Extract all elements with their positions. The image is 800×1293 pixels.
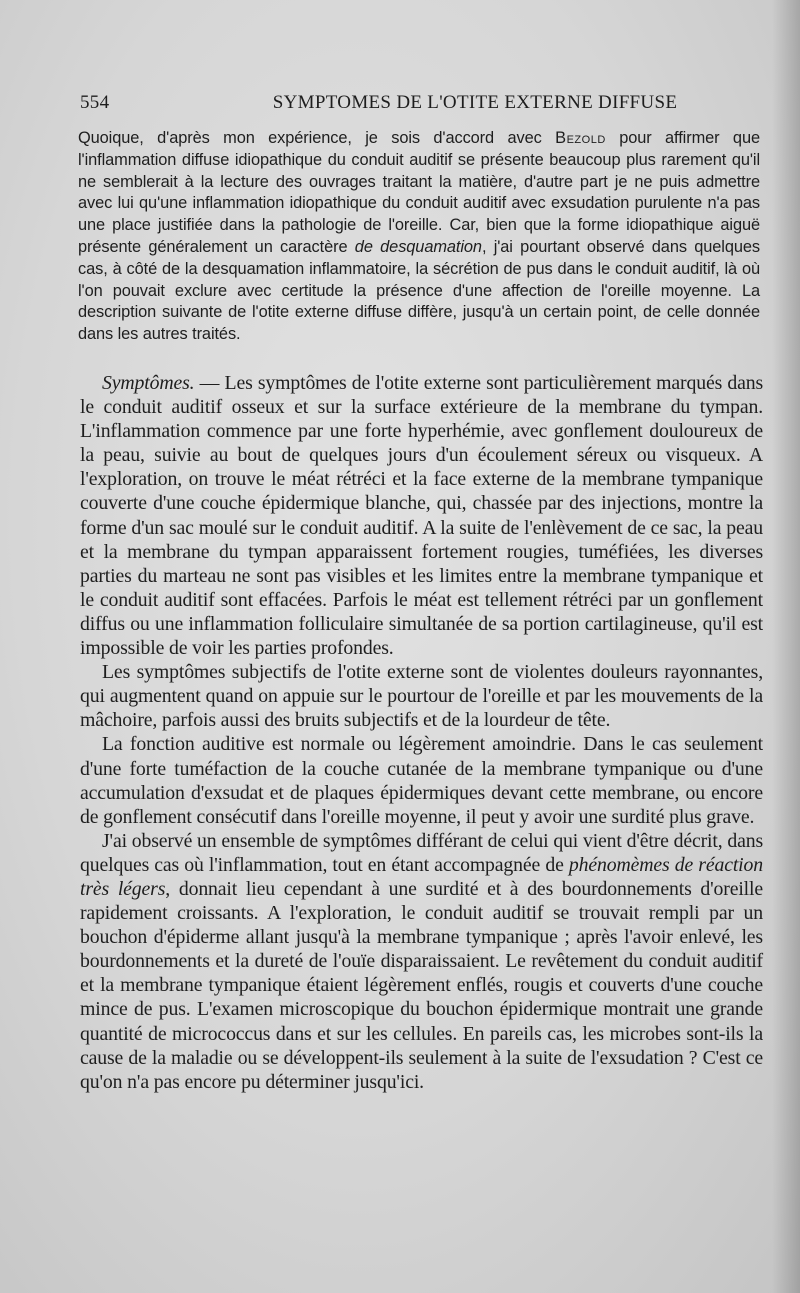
paragraph-observation — [80, 829, 763, 1094]
note-text-1: Quoique, d'après mon expérience, je sois d'accord avec — [78, 129, 556, 147]
paragraph-symptomes — [80, 371, 763, 660]
preface-note — [78, 128, 760, 346]
running-head — [80, 92, 760, 120]
paragraph-symptomes-text: — Les symptômes de l'otite externe sont particulièrement marqués dans le conduit auditif osseux et sur la surface extérieure de la membrane du tympan. L'inflammation commence par une forte hyperhémie, avec gonflement douloureux de la peau, suivie au bout de quelques jours d'un écoulement séreux ou visqueux. A l'exploration, on trouve le méat rétréci et la face externe de la membrane tympanique couverte d'une couche épidermique blanche, qui, chassée par des injections, montre la forme d'un sac moulé sur le conduit auditif. A la suite de l'enlèvement de ce sac, la peau et la membrane du tympan apparaissent fortement rougies, tuméfiées, les diverses parties du marteau ne sont pas visibles et les limites entre la membrane tympanique et le conduit auditif sont effacées. Parfois le méat est tellement rétréci par un gonflement diffus ou une inflammation folliculaire simultanée de sa portion cartilagineuse, qu'il est impossible de voir les parties profondes. — [80, 372, 763, 660]
note-text-2: pour affirmer que l'inflammation diffuse idiopathique du conduit auditif se présente beaucoup plus rarement qu'il ne semblerait à la lecture des ouvrages traitant la matière, d'autre part je ne puis admettre avec lui qu'une inflammation idiopathique du conduit auditif avec exsudation purulente n'a pas une place justifiée dans la pathologie de l'oreille. Car, bien que la forme idiopathique aiguë présente généralement un caractère — [78, 129, 760, 256]
section-heading-symptomes: Symptômes. — [102, 372, 195, 394]
note-text-3: , j'ai pourtant observé dans quelques cas, à côté de la desquamation inflammatoire, la sécrétion de pus dans le conduit auditif, là où l'on pouvait exclure avec certitude la présence d'une affection de l'oreille moyenne. La description suivante de l'otite externe diffuse diffère, jusqu'à un certain point, de celle donnée dans les autres traités. — [78, 237, 760, 344]
paragraph-subjective: Les symptômes subjectifs de l'otite externe sont de violentes douleurs rayonnantes, qui augmentent quand on appuie sur le pourtour de l'oreille et par les mouvements de la mâchoire, parfois aussi des bruits subjectifs et de la lourdeur de tête. — [80, 661, 763, 732]
paragraph-auditory-function: La fonction auditive est normale ou légèrement amoindrie. Dans le cas seulement d'une forte tuméfaction de la couche cutanée de la membrane tympanique ou d'une accumulation d'exsudat et de plaques épidermiques devant cette membrane, ou encore de gonflement consécutif dans l'oreille moyenne, il peut y avoir une surdité plus grave. — [80, 733, 763, 828]
note-author-name: Bezold — [555, 129, 606, 147]
observation-italic-phrase: phénomèmes de réaction très légers — [80, 853, 763, 900]
main-text — [80, 371, 763, 1094]
observation-text-1: J'ai observé un ensemble de symptômes différant de celui qui vient d'être décrit, dans quelques cas où l'inflammation, tout en étant accompagnée de — [80, 829, 763, 876]
spine-shadow — [772, 0, 800, 1293]
page-number: 554 — [80, 92, 110, 113]
observation-text-2: , donnait lieu cependant à une surdité et à des bourdonnements d'oreille rapidement croissants. A l'exploration, le conduit auditif se trouvait rempli par un bouchon d'épiderme allant jusqu'à la membrane tympanique ; après l'avoir enlevé, les bourdonnements et la dureté de l'ouïe disparaissaient. Le revêtement du conduit auditif et la membrane tympanique étaient légèrement enflés, rougis et couverts d'une couche mince de pus. L'examen microscopique du bouchon épidermique montrait une grande quantité de micrococcus dans et sur les cellules. En pareils cas, les microbes sont-ils la cause de la maladie ou se développent-ils seulement à la suite de l'exsudation ? C'est ce qu'on n'a pas encore pu déterminer jusqu'ici. — [80, 877, 764, 1093]
running-title: SYMPTOMES DE L'OTITE EXTERNE DIFFUSE — [272, 92, 678, 113]
note-italic-term: de desquamation — [354, 237, 482, 256]
